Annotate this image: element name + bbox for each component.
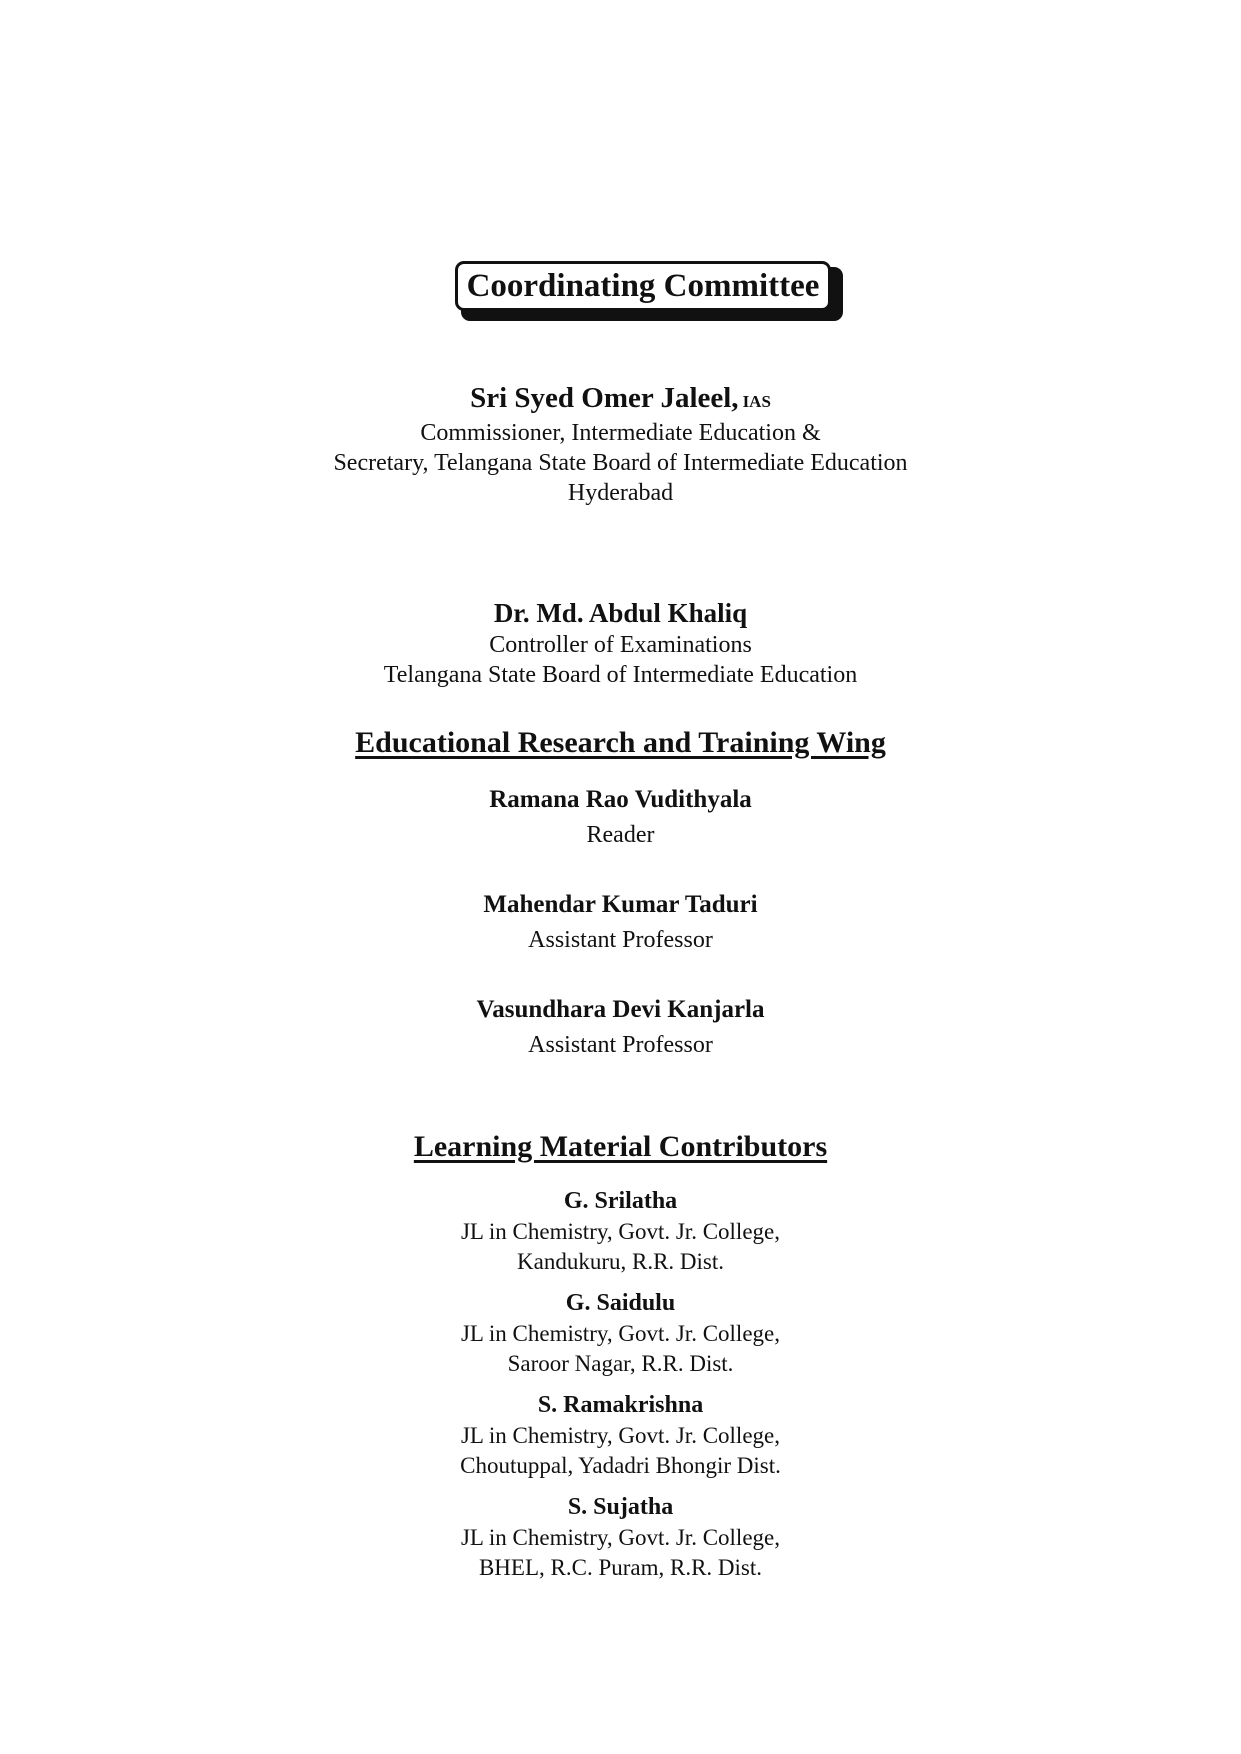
commissioner-location: Hyderabad bbox=[567, 480, 674, 506]
controller-block bbox=[0, 598, 1241, 692]
commissioner-name: Sri Syed Omer Jaleel, bbox=[470, 382, 739, 414]
contributor-position: JL in Chemistry, Govt. Jr. College, bbox=[460, 1321, 780, 1346]
contributor bbox=[0, 1290, 1241, 1381]
controller-title: Controller of Examinations bbox=[489, 632, 752, 658]
commissioner-suffix: IAS bbox=[742, 392, 771, 411]
contributors-heading: Learning Material Contributors bbox=[413, 1130, 828, 1163]
controller-org: Telangana State Board of Intermediate Education bbox=[383, 662, 858, 688]
ertw-member bbox=[0, 786, 1241, 849]
contributor-name: G. Srilatha bbox=[563, 1188, 678, 1214]
ertw-member bbox=[0, 996, 1241, 1059]
contributor-location: Kandukuru, R.R. Dist. bbox=[517, 1249, 724, 1274]
contributor bbox=[0, 1392, 1241, 1483]
ertw-member-name: Mahendar Kumar Taduri bbox=[483, 891, 758, 918]
contributor bbox=[0, 1494, 1241, 1585]
contributor-name: S. Sujatha bbox=[567, 1494, 674, 1520]
contributor-location: Choutuppal, Yadadri Bhongir Dist. bbox=[460, 1453, 781, 1478]
contributor-name: G. Saidulu bbox=[565, 1290, 676, 1316]
ertw-member-name: Ramana Rao Vudithyala bbox=[489, 786, 752, 813]
committee-title-box bbox=[455, 261, 841, 319]
ertw-member-role: Reader bbox=[586, 822, 655, 848]
commissioner-block bbox=[0, 382, 1241, 510]
ertw-heading: Educational Research and Training Wing bbox=[355, 726, 886, 759]
contributor-location: BHEL, R.C. Puram, R.R. Dist. bbox=[478, 1555, 763, 1580]
contributor-location: Saroor Nagar, R.R. Dist. bbox=[507, 1351, 734, 1376]
controller-name: Dr. Md. Abdul Khaliq bbox=[493, 598, 748, 628]
ertw-member bbox=[0, 891, 1241, 954]
contributor-name: S. Ramakrishna bbox=[537, 1392, 704, 1418]
ertw-member-name: Vasundhara Devi Kanjarla bbox=[476, 996, 765, 1023]
contributor-position: JL in Chemistry, Govt. Jr. College, bbox=[460, 1219, 780, 1244]
contributor-position: JL in Chemistry, Govt. Jr. College, bbox=[460, 1423, 780, 1448]
committee-title: Coordinating Committee bbox=[455, 261, 831, 311]
contributor-position: JL in Chemistry, Govt. Jr. College, bbox=[460, 1525, 780, 1550]
commissioner-title-line2: Secretary, Telangana State Board of Intermediate Education bbox=[333, 450, 908, 476]
ertw-member-role: Assistant Professor bbox=[528, 1032, 713, 1058]
ertw-member-role: Assistant Professor bbox=[528, 927, 713, 953]
commissioner-title-line1: Commissioner, Intermediate Education & bbox=[420, 420, 821, 446]
contributor bbox=[0, 1188, 1241, 1279]
